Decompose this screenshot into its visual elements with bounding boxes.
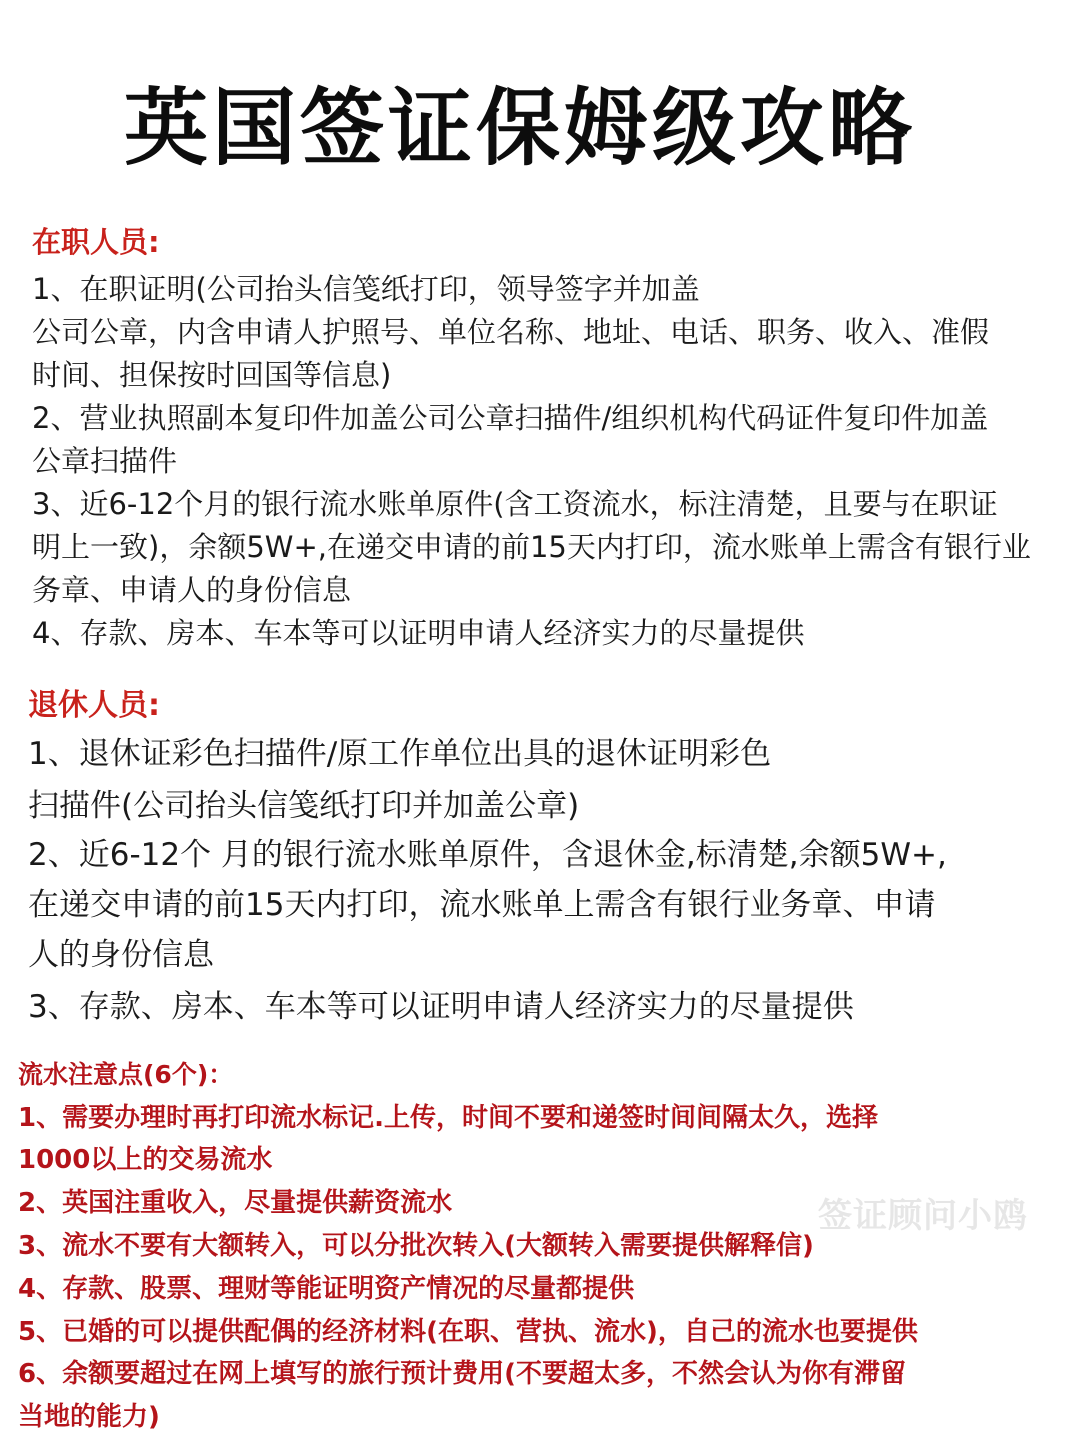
employed-line: 公司公章，内含申请人护照号、单位名称、地址、电话、职务、收入、准假: [32, 315, 990, 349]
employed-line: 4、存款、房本、车本等可以证明申请人经济实力的尽量提供: [32, 616, 805, 650]
employed-line: 2、营业执照副本复印件加盖公司公章扫描件/组织机构代码证件复印件加盖: [32, 401, 989, 435]
statement-note-line: 当地的能力): [18, 1402, 160, 1432]
employed-line: 3、近6-12个月的银行流水账单原件(含工资流水，标注清楚，且要与在职证: [32, 487, 998, 521]
employed-heading: 在职人员:: [32, 225, 160, 259]
retired-line: 人的身份信息: [28, 937, 214, 973]
statement-notes-heading: 流水注意点(6个)：: [18, 1060, 234, 1089]
statement-note-line: 4、存款、股票、理财等能证明资产情况的尽量都提供: [18, 1274, 635, 1304]
statement-note-line: 1000以上的交易流水: [18, 1145, 273, 1175]
retired-line: 2、近6-12个 月的银行流水账单原件，含退休金,标清楚,余额5W+,: [28, 837, 947, 873]
employed-line: 公章扫描件: [32, 444, 178, 478]
retired-heading: 退休人员:: [28, 688, 160, 723]
watermark: 签证顾问小鸥: [818, 1196, 1028, 1236]
retired-line: 扫描件(公司抬头信笺纸打印并加盖公章): [28, 788, 580, 824]
retired-line: 在递交申请的前15天内打印，流水账单上需含有银行业务章、申请: [28, 887, 936, 923]
page-title: 英国签证保姆级攻略: [123, 79, 916, 177]
employed-line: 务章、申请人的身份信息: [32, 573, 352, 607]
statement-note-line: 5、已婚的可以提供配偶的经济材料(在职、营执、流水)，自己的流水也要提供: [18, 1317, 918, 1347]
statement-note-line: 2、英国注重收入，尽量提供薪资流水: [18, 1188, 453, 1218]
employed-line: 明上一致)，余额5W+,在递交申请的前15天内打印，流水账单上需含有银行业: [32, 530, 1031, 564]
statement-note-line: 6、余额要超过在网上填写的旅行预计费用(不要超太多，不然会认为你有滞留: [18, 1359, 906, 1389]
employed-line: 1、在职证明(公司抬头信笺纸打印，领导签字并加盖: [32, 272, 700, 306]
retired-line: 3、存款、房本、车本等可以证明申请人经济实力的尽量提供: [28, 989, 854, 1025]
statement-note-line: 3、流水不要有大额转入，可以分批次转入(大额转入需要提供解释信): [18, 1231, 814, 1261]
employed-line: 时间、担保按时回国等信息): [32, 358, 392, 392]
statement-note-line: 1、需要办理时再打印流水标记.上传，时间不要和递签时间间隔太久，选择: [18, 1103, 878, 1133]
retired-line: 1、退休证彩色扫描件/原工作单位出具的退休证明彩色: [28, 736, 772, 772]
